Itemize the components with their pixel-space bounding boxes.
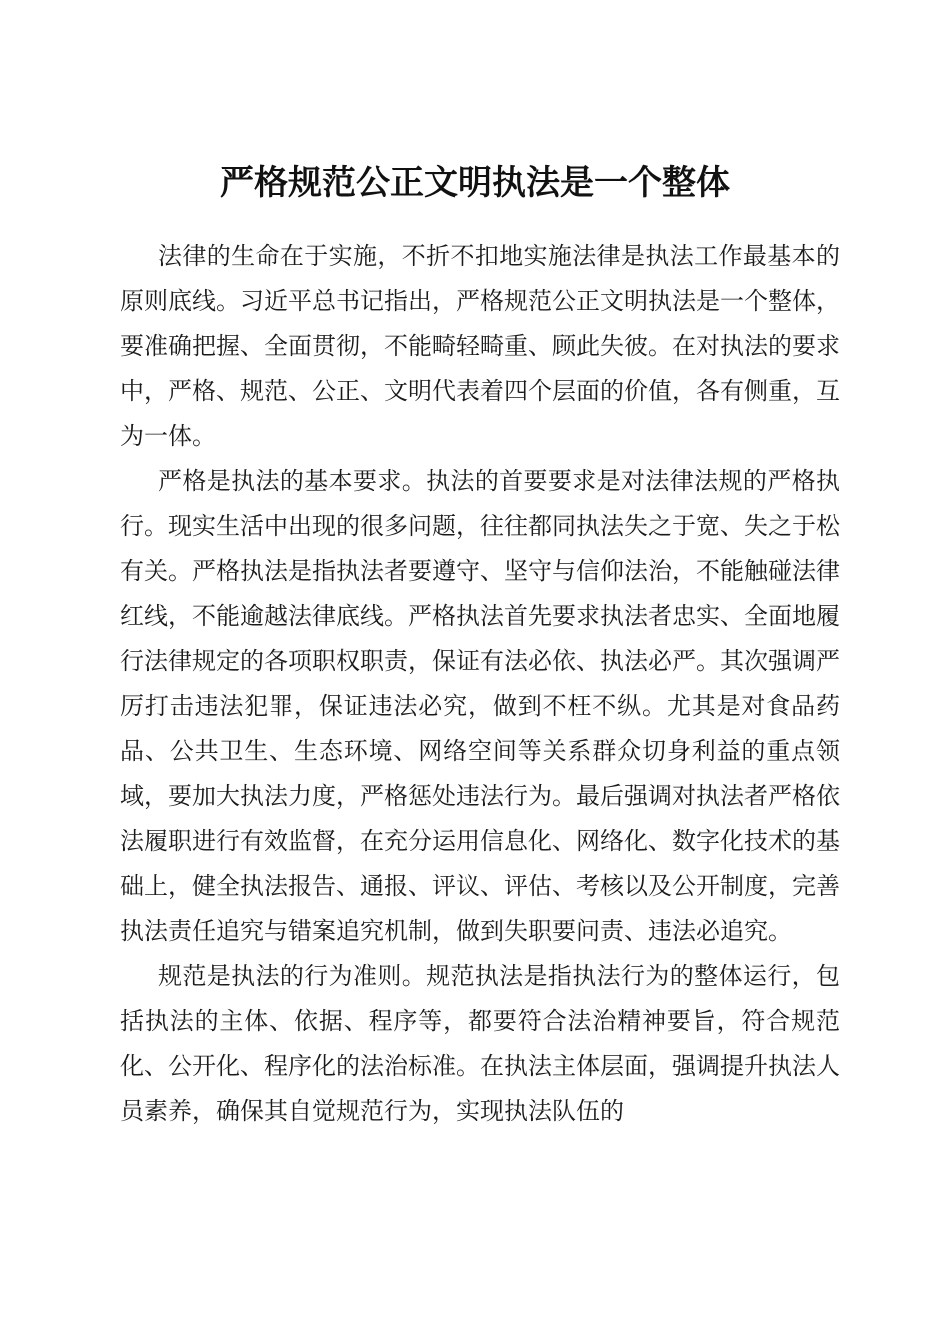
document-title: 严格规范公正文明执法是一个整体 bbox=[220, 162, 730, 203]
paragraph: 规范是执法的行为准则。规范执法是指执法行为的整体运行，包括执法的主体、依据、程序等，都要符合法治精神要旨，符合规范化、公开化、程序化的法治标准。在执法主体层面，强调提升执法人员素养，确保其自觉规范行为，实现执法队伍的 bbox=[120, 962, 840, 1125]
paragraph: 严格是执法的基本要求。执法的首要要求是对法律法规的严格执行。现实生活中出现的很多问题，往往都同执法失之于宽、失之于松有关。严格执法是指执法者要遵守、坚守与信仰法治，不能触碰法律红线，不能逾越法律底线。严格执法首先要求执法者忠实、全面地履行法律规定的各项职权职责，保证有法必依、执法必严。其次强调严厉打击违法犯罪，保证违法必究，做到不枉不纵。尤其是对食品药品、公共卫生、生态环境、网络空间等关系群众切身利益的重点领域，要加大执法力度，严格惩处违法行为。最后强调对执法者严格依法履职进行有效监督，在充分运用信息化、网络化、数字化技术的基础上，健全执法报告、通报、评议、评估、考核以及公开制度，完善执法责任追究与错案追究机制，做到失职要问责、违法必追究。 bbox=[120, 467, 840, 945]
document-body bbox=[120, 234, 840, 1134]
paragraph: 法律的生命在于实施，不折不扣地实施法律是执法工作最基本的原则底线。习近平总书记指出，严格规范公正文明执法是一个整体，要准确把握、全面贯彻，不能畸轻畸重、顾此失彼。在对执法的要求中，严格、规范、公正、文明代表着四个层面的价值，各有侧重，互为一体。 bbox=[120, 242, 840, 450]
